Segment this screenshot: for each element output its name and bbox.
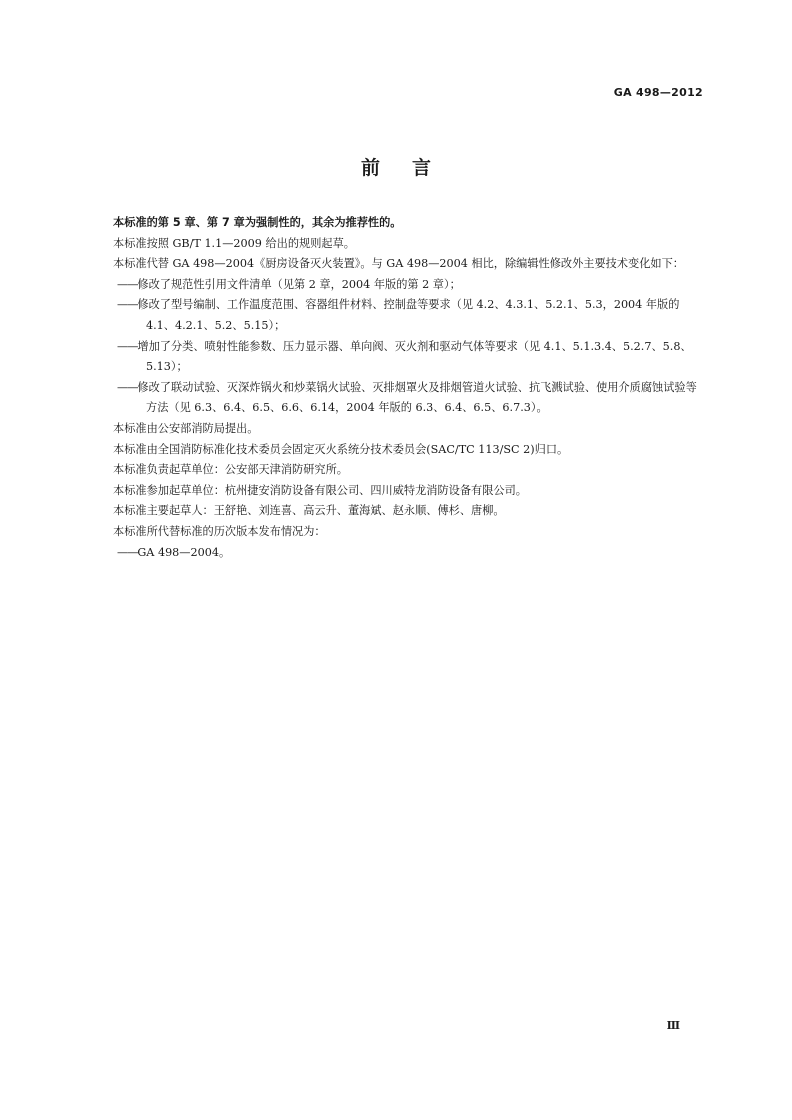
- paragraph-mandatory-note: 本标准的第 5 章、第 7 章为强制性的，其余为推荐性的。: [113, 216, 402, 229]
- change-item-text: 修改了型号编制、工作温度范围、容器组件材料、控制盘等要求（见 4.2、4.3.1、5.2.1、5.3，2004 年版的 4.1、4.2.1、5.2、5.15）；: [137, 298, 680, 332]
- paragraph-history: 本标准所代替标准的历次版本发布情况为：: [113, 524, 326, 538]
- page-title: 前言: [360, 157, 463, 179]
- paragraph-replacement: 本标准代替 GA 498—2004《厨房设备灭火装置》。与 GA 498—2004 相比，除编辑性修改外主要技术变化如下：: [113, 257, 684, 271]
- change-item: [90, 295, 702, 336]
- paragraph-drafting-rules: 本标准按照 GB/T 1.1—2009 给出的规则起草。: [113, 236, 355, 250]
- history-item-text: GA 498—2004。: [137, 545, 231, 559]
- dash-mark: ——: [117, 339, 138, 353]
- history-item: [90, 543, 702, 564]
- paragraph-drafters: 本标准主要起草人：王舒艳、刘连喜、高云升、董海斌、赵永顺、傅杉、唐柳。: [113, 504, 505, 518]
- change-item: [90, 275, 702, 296]
- change-item-text: 修改了联动试验、灭深炸锅火和炒菜锅火试验、灭排烟罩火及排烟管道火试验、抗飞溅试验、使用介质腐蚀试验等方法（见 6.3、6.4、6.5、6.6、6.14，2004 年版的 6.3、6.4、6.5、6.7.3）。: [137, 380, 697, 415]
- dash-mark: ——: [117, 380, 138, 394]
- paragraph-participants: 本标准参加起草单位：杭州捷安消防设备有限公司、四川威特龙消防设备有限公司。: [113, 483, 527, 497]
- dash-mark: ——: [117, 277, 138, 291]
- dash-mark: ——: [117, 545, 138, 559]
- change-item-text: 增加了分类、喷射性能参数、压力显示器、单向阀、灭火剂和驱动气体等要求（见 4.1、5.1.3.4、5.2.7、5.8、5.13）；: [137, 339, 692, 374]
- change-item: [90, 337, 702, 378]
- foreword-body: [90, 213, 702, 563]
- dash-mark: ——: [117, 298, 138, 312]
- standard-number: GA 498—2012: [613, 86, 703, 99]
- paragraph-committee: 本标准由全国消防标准化技术委员会固定灭火系统分技术委员会(SAC/TC 113/SC 2)归口。: [113, 442, 569, 456]
- paragraph-lead-drafter: 本标准负责起草单位：公安部天津消防研究所。: [113, 463, 348, 477]
- change-item: [90, 378, 702, 419]
- page-number: Ⅲ: [666, 1019, 680, 1032]
- change-item-text: 修改了规范性引用文件清单（见第 2 章，2004 年版的第 2 章）；: [137, 277, 461, 291]
- paragraph-proposer: 本标准由公安部消防局提出。: [113, 421, 259, 435]
